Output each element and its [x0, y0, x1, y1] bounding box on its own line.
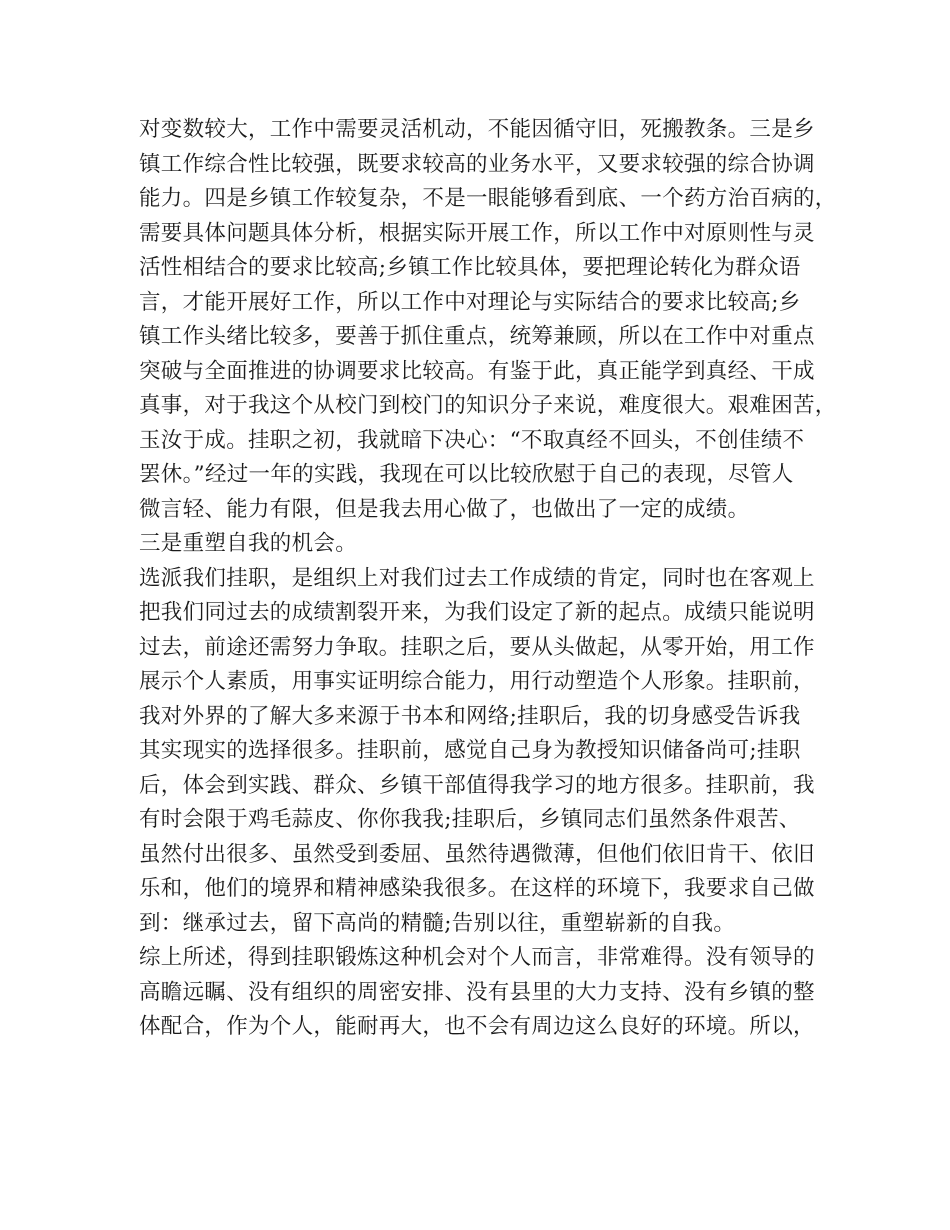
text-line: 乐和，他们的境界和精神感染我很多。在这样的环境下，我要求自己做 [139, 876, 815, 901]
text-line: 言，才能开展好工作，所以工作中对理论与实际结合的要求比较高;乡 [139, 289, 801, 315]
text-line: 选派我们挂职，是组织上对我们过去工作成绩的肯定，同时也在客观上 [139, 565, 815, 591]
text-line: 其实现实的选择很多。挂职前，感觉自己身为教授知识储备尚可;挂职 [139, 738, 801, 763]
text-line: 镇工作综合性比较强，既要求较高的业务水平，又要求较强的综合协调 [139, 151, 815, 177]
text-line: 能力。四是乡镇工作较复杂，不是一眼能够看到底、一个药方治百病的， [139, 186, 837, 211]
text-line: 微言轻、能力有限，但是我去用心做了，也做出了一定的成绩。 [139, 496, 750, 522]
document-body [139, 113, 837, 1045]
text-line: 活性相结合的要求比较高;乡镇工作比较具体，要把理论转化为群众语 [139, 255, 801, 280]
text-line: 需要具体问题具体分析，根据实际开展工作，所以工作中对原则性与灵 [139, 220, 815, 246]
text-line: 后，体会到实践、群众、乡镇干部值得我学习的地方很多。挂职前，我 [139, 772, 815, 798]
text-line: 镇工作头绪比较多，要善于抓住重点，统筹兼顾，所以在工作中对重点 [139, 324, 815, 349]
text-line: 突破与全面推进的协调要求比较高。有鉴于此，真正能学到真经、干成 [139, 358, 815, 384]
text-line: 展示个人素质，用事实证明综合能力，用行动塑造个人形象。挂职前， [139, 669, 815, 694]
text-line: 到：继承过去，留下高尚的精髓;告别以往，重塑崭新的自我。 [139, 910, 736, 936]
text-line: 玉汝于成。挂职之初，我就暗下决心：“不取真经不回头，不创佳绩不 [139, 427, 805, 453]
text-line: 把我们同过去的成绩割裂开来，为我们设定了新的起点。成绩只能说明 [139, 600, 815, 625]
text-line: 真事，对于我这个从校门到校门的知识分子来说，难度很大。艰难困苦， [139, 393, 837, 418]
text-line: 体配合，作为个人，能耐再大，也不会有周边这么良好的环境。所以， [139, 1014, 815, 1039]
text-line: 对变数较大，工作中需要灵活机动，不能因循守旧，死搬教条。三是乡 [139, 117, 815, 142]
text-line: 我对外界的了解大多来源于书本和网络;挂职后，我的切身感受告诉我 [139, 703, 801, 729]
text-line: 有时会限于鸡毛蒜皮、你你我我;挂职后，乡镇同志们虽然条件艰苦、 [139, 807, 801, 832]
text-line: 罢休。”经过一年的实践，我现在可以比较欣慰于自己的表现，尽管人 [139, 462, 794, 487]
text-line: 过去，前途还需努力争取。挂职之后，要从头做起，从零开始，用工作 [139, 634, 815, 660]
section-heading: 三是重塑自我的机会。 [139, 531, 358, 556]
text-line: 虽然付出很多、虽然受到委屈、虽然待遇微薄，但他们依旧肯干、依旧 [139, 841, 815, 867]
text-line: 高瞻远瞩、没有组织的周密安排、没有县里的大力支持、没有乡镇的整 [139, 979, 815, 1005]
text-line: 综上所述，得到挂职锻炼这种机会对个人而言，非常难得。没有领导的 [139, 945, 815, 970]
